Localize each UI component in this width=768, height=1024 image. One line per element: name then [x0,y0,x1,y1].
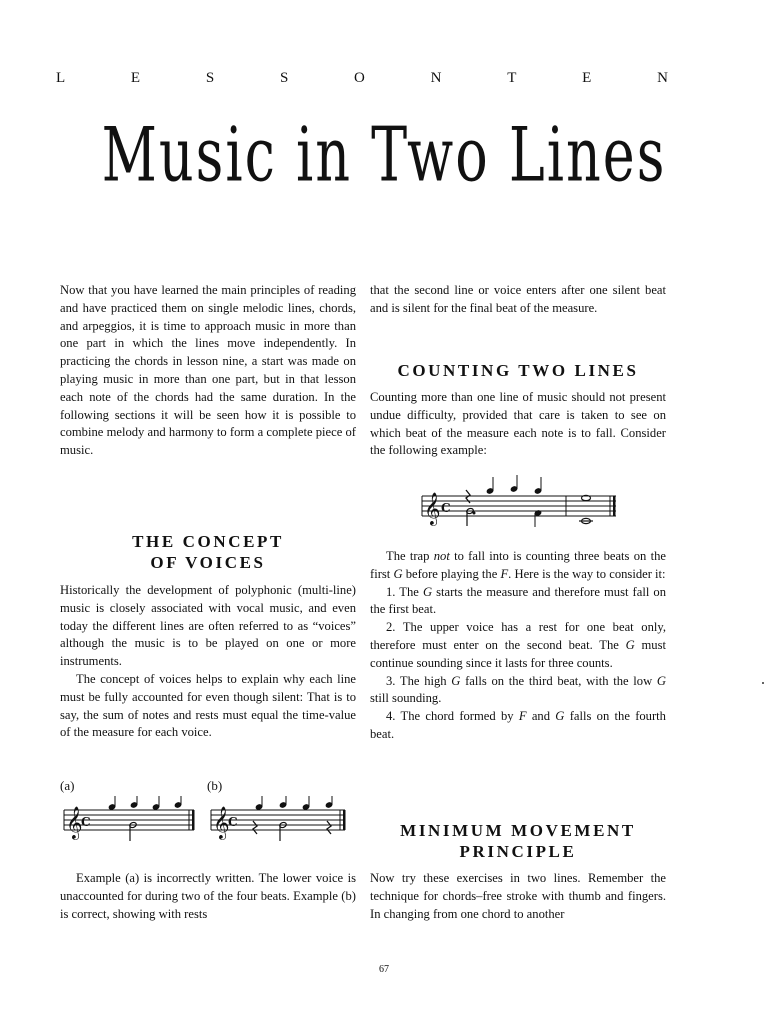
staff-example-a [62,796,198,844]
common-time-icon: C [81,815,91,829]
lesson-letter: S [205,70,215,86]
concept-heading-line2: OF VOICES [150,553,266,572]
counting-item-2: 2. The upper voice has a rest for one beat only, therefore must enter on the second beat. The G must continue sounding since it lasts for three counts. [370,620,666,670]
minimum-para1: Now try these exercises in two lines. Remember the technique for chords–free stroke with thumb and fingers. In changing from one chord to another [370,871,666,921]
example-a-label: (a) [60,778,75,793]
concept-para1: Historically the development of polyphonic (multi-line) music is closely associated with vocal music, and even today the different lines are often referred to as “voices” although the music is to be played on one or more instruments. [60,583,356,669]
lesson-letter: L [56,70,66,86]
page-title: Music in Two Lines [101,111,667,200]
intro-paragraph [60,282,356,460]
counting-intro [370,389,666,460]
intro-text: Now that you have learned the main principles of reading and have practiced them on single melodic lines, chords, and arpeggios, it is time to approach music in more than one part in which the lines move independently. In practicing the chords in lesson nine, a start was made on playing music in more than one part, but in that lesson each note of the chords had the same duration. In the following sections it will be seen how it is possible to combine melody and harmony to form a complete piece of music. [60,283,356,458]
counting-trap: The trap not to fall into is counting three beats on the first G before playing the F. Here is the way to consider it: [370,549,666,581]
lesson-letter: S [279,70,289,86]
page-number: 67 [379,964,389,975]
common-time-icon: C [228,815,238,829]
counting-item-4: 4. The chord formed by F and G falls on the fourth beat. [370,709,666,741]
concept-body [60,582,356,742]
quarter-rest-icon [327,821,331,834]
common-time-icon: C [441,501,451,515]
concept-closing [60,870,356,923]
lesson-label [56,70,668,87]
counting-heading: COUNTING TWO LINES [397,361,639,380]
lesson-letter: T [507,70,517,86]
staff-counting-example [420,468,620,530]
treble-clef-icon: 𝄞 [66,806,83,839]
lesson-letter: E [582,70,592,86]
concept-para3: Example (a) is incorrectly written. The lower voice is unaccounted for during two of the four beats. Example (b) is correct, showing with rests [60,871,356,921]
staff-example-b [209,796,349,844]
lesson-letter: E [130,70,141,86]
lesson-letter: O [354,70,365,86]
treble-clef-icon: 𝄞 [424,492,441,525]
right-intro-text: that the second line or voice enters after one silent beat and is silent for the final beat of the measure. [370,283,666,315]
lesson-letter: N [657,70,668,86]
counting-item-3: 3. The high G falls on the third beat, with the low G still sounding. [370,673,666,706]
quarter-rest-icon [253,821,257,834]
counting-explanation [370,548,666,744]
concept-heading [60,531,356,573]
minimum-heading [370,820,666,862]
stray-mark [762,682,764,684]
minimum-heading-line2: PRINCIPLE [459,842,577,861]
treble-clef-icon: 𝄞 [213,806,230,839]
minimum-heading-line1: MINIMUM MOVEMENT [400,821,636,840]
concept-heading-line1: THE CONCEPT [132,532,284,551]
counting-item-1: 1. The G starts the measure and therefore must fall on the first beat. [370,584,666,617]
concept-para2: The concept of voices helps to explain why each line must be fully accounted for even though silent: That is to say, the sum of notes and rests must equal the time-value of the measure for each voice. [60,671,356,740]
right-intro [370,282,666,318]
minimum-body [370,870,666,923]
lesson-letter: N [430,70,442,86]
example-b-label: (b) [207,778,223,793]
counting-para1: Counting more than one line of music should not present undue difficulty, provided that care is taken to see on which beat of the measure each note is to fall. Consider the following example: [370,390,666,458]
